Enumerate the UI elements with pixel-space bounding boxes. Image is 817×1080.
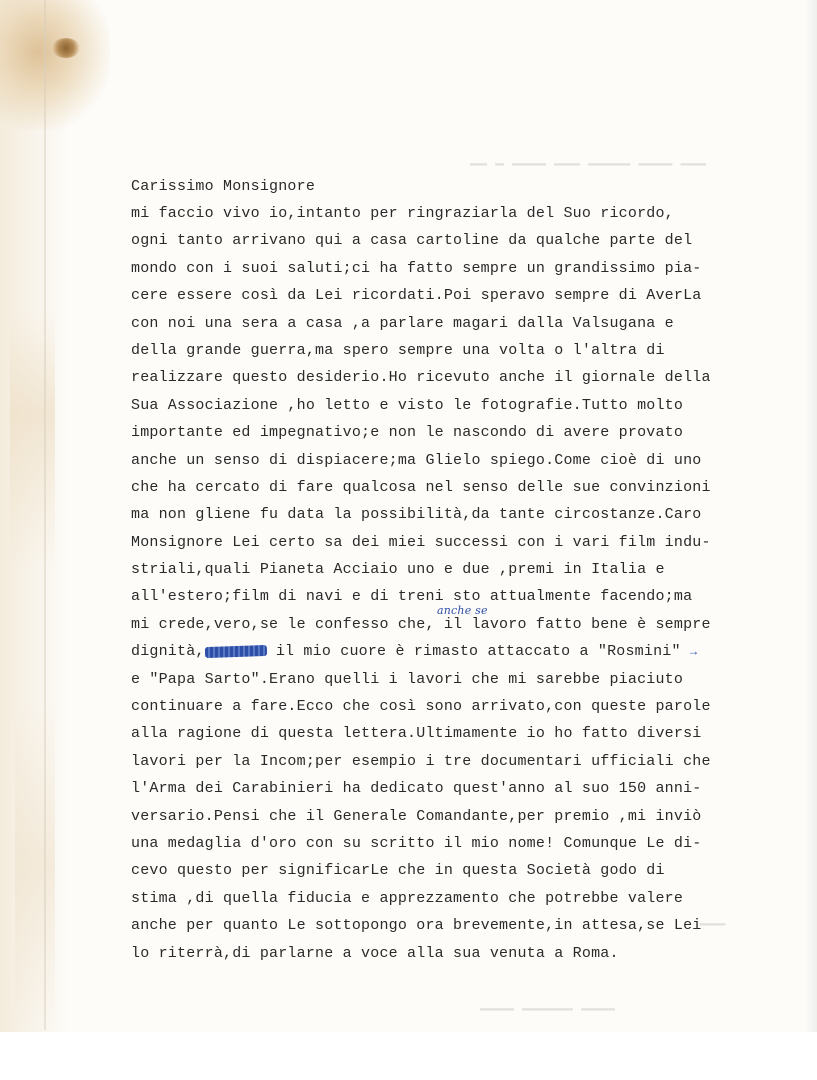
bleed-through-mark: ▁▁▁ <box>700 910 726 926</box>
ink-strikeout <box>204 645 266 658</box>
letter-line: della grande guerra,ma spero sempre una volta o l'altra di <box>131 341 665 359</box>
letter-line-text: mi crede,vero,se le confesso che, il lavoro fatto bene è sempre <box>131 615 711 633</box>
letter-body <box>131 176 741 970</box>
letter-line: all'estero;film di navi e di treni sto attualmente facendo;ma <box>131 588 693 606</box>
letter-line: che ha cercato di fare qualcosa nel senso delle sue convinzioni <box>131 478 711 496</box>
letter-line: ma non gliene fu data la possibilità,da tante circostanze.Caro <box>131 506 702 524</box>
letter-line: Sua Associazione ,ho letto e visto le fotografie.Tutto molto <box>131 396 684 414</box>
letter-line: anche per quanto Le sottopongo ora brevemente,in attesa,se Lei <box>131 917 702 935</box>
paper-stain-middle <box>10 310 55 570</box>
letter-line: cere essere così da Lei ricordati.Poi speravo sempre di AverLa <box>131 287 702 305</box>
letter-line: e "Papa Sarto".Erano quelli i lavori che mi sarebbe piaciuto <box>131 670 684 688</box>
letter-line: cevo questo per significarLe che in questa Società godo di <box>131 862 665 880</box>
letter-line-with-correction <box>131 641 741 668</box>
paper-stain-top <box>0 0 110 130</box>
letter-line: lo riterrà,di parlarne a voce alla sua venuta a Roma. <box>131 944 619 962</box>
letter-line: lavori per la Incom;per esempio i tre documentari ufficiali che <box>131 752 711 770</box>
bleed-through-mark: ▁▁▁ ▁▁▁▁ ▁▁▁▁▁ ▁▁▁ ▁▁▁▁ ▁ ▁▁ <box>470 150 707 166</box>
letter-line: striali,quali Pianeta Acciaio uno e due ,premi in Italia e <box>131 561 665 579</box>
letter-line: con noi una sera a casa ,a parlare magari dalla Valsugana e <box>131 314 674 332</box>
letter-line: anche un senso di dispiacere;ma Glielo spiego.Come cioè di uno <box>131 451 702 469</box>
letter-line-with-insert <box>131 603 741 641</box>
paper-bottom-margin <box>0 1032 817 1080</box>
letter-line: mi faccio vivo io,intanto per ringraziarla del Suo ricordo, <box>131 205 674 222</box>
letter-line: Monsignore Lei certo sa dei miei successi con i vari film indu- <box>131 533 711 551</box>
letter-line: mondo con i suoi saluti;ci ha fatto sempre un grandissimo pia- <box>131 259 702 277</box>
letter-line: continuare a fare.Ecco che così sono arrivato,con queste parole <box>131 698 711 716</box>
letter-line: ogni tanto arrivano qui a casa cartoline da qualche parte del <box>131 232 693 250</box>
letter-line: l'Arma dei Carabinieri ha dedicato quest'anno al suo 150 anni- <box>131 780 702 798</box>
arrow-mark-icon: → <box>689 645 698 660</box>
handwritten-insertion: anche se <box>437 603 488 617</box>
paper-fold <box>44 0 46 1030</box>
letter-line: alla ragione di questa lettera.Ultimamente io ho fatto diversi <box>131 725 702 743</box>
letter-line-text: il mio cuore è rimasto attaccato a "Rosmini" <box>266 643 681 661</box>
letter-line: realizzare questo desiderio.Ho ricevuto anche il giornale della <box>131 369 711 387</box>
letter-line: una medaglia d'oro con su scritto il mio nome! Comunque Le di- <box>131 834 702 852</box>
paper-stain-spot <box>52 38 80 58</box>
paper-right-edge <box>805 0 817 1080</box>
letter-salutation: Carissimo Monsignore <box>131 178 316 195</box>
letter-line: stima ,di quella fiducia e apprezzamento che potrebbe valere <box>131 889 684 907</box>
letter-line: versario.Pensi che il Generale Comandante,per premio ,mi inviò <box>131 807 702 825</box>
letter-line: importante ed impegnativo;e non le nascondo di avere provato <box>131 424 684 442</box>
paper-stain-lower <box>15 700 55 1030</box>
bleed-through-mark: ▁▁▁▁ ▁▁▁▁▁▁ ▁▁▁▁ <box>480 995 615 1011</box>
letter-line-text: dignità, <box>131 643 205 661</box>
